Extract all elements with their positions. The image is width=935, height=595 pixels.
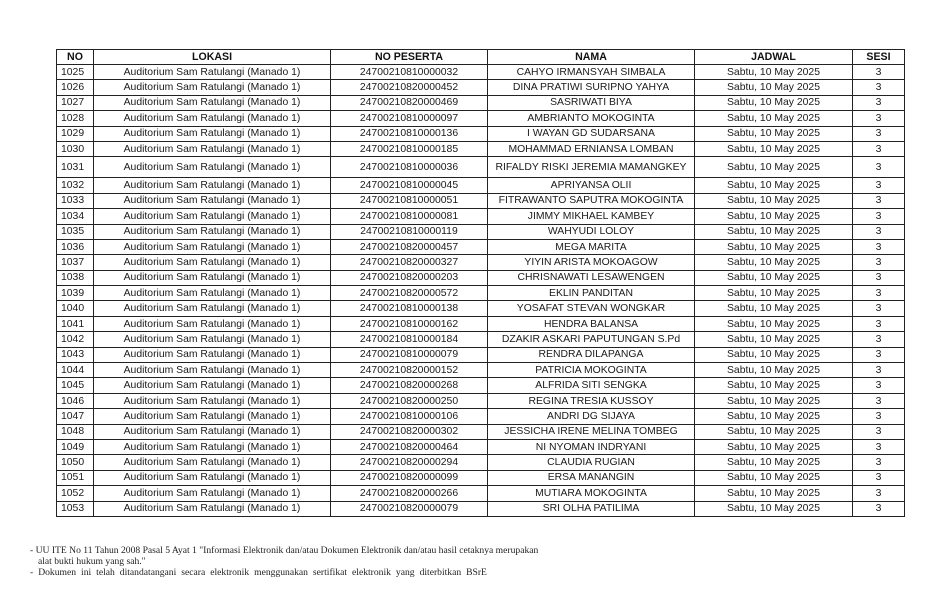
table-row bbox=[57, 316, 905, 331]
table-row bbox=[57, 209, 905, 224]
cell-no-peserta: 24700210810000185 bbox=[331, 141, 488, 156]
cell-sesi: 3 bbox=[853, 424, 905, 439]
cell-no-peserta: 24700210820000266 bbox=[331, 486, 488, 501]
cell-no-peserta: 24700210810000119 bbox=[331, 224, 488, 239]
cell-nama: AMBRIANTO MOKOGINTA bbox=[488, 111, 695, 126]
table-row bbox=[57, 455, 905, 470]
cell-jadwal: Sabtu, 10 May 2025 bbox=[695, 332, 853, 347]
cell-nama: RIFALDY RISKI JEREMIA MAMANGKEY bbox=[488, 157, 695, 178]
cell-jadwal: Sabtu, 10 May 2025 bbox=[695, 409, 853, 424]
cell-jadwal: Sabtu, 10 May 2025 bbox=[695, 126, 853, 141]
table-row bbox=[57, 141, 905, 156]
cell-jadwal: Sabtu, 10 May 2025 bbox=[695, 470, 853, 485]
table-header-row bbox=[57, 50, 905, 65]
cell-lokasi: Auditorium Sam Ratulangi (Manado 1) bbox=[94, 301, 331, 316]
cell-no: 1053 bbox=[57, 501, 94, 516]
cell-no: 1040 bbox=[57, 301, 94, 316]
cell-no-peserta: 24700210810000045 bbox=[331, 178, 488, 193]
cell-jadwal: Sabtu, 10 May 2025 bbox=[695, 347, 853, 362]
cell-no: 1030 bbox=[57, 141, 94, 156]
cell-lokasi: Auditorium Sam Ratulangi (Manado 1) bbox=[94, 141, 331, 156]
table-row bbox=[57, 363, 905, 378]
cell-lokasi: Auditorium Sam Ratulangi (Manado 1) bbox=[94, 178, 331, 193]
cell-sesi: 3 bbox=[853, 255, 905, 270]
table-row bbox=[57, 301, 905, 316]
cell-sesi: 3 bbox=[853, 270, 905, 285]
cell-lokasi: Auditorium Sam Ratulangi (Manado 1) bbox=[94, 409, 331, 424]
cell-sesi: 3 bbox=[853, 178, 905, 193]
cell-nama: PATRICIA MOKOGINTA bbox=[488, 363, 695, 378]
cell-jadwal: Sabtu, 10 May 2025 bbox=[695, 193, 853, 208]
cell-jadwal: Sabtu, 10 May 2025 bbox=[695, 111, 853, 126]
cell-jadwal: Sabtu, 10 May 2025 bbox=[695, 80, 853, 95]
legal-note-uu-ite: - UU ITE No 11 Tahun 2008 Pasal 5 Ayat 1 "Informasi Elektronik dan/atau Dokumen Elektronik dan/atau hasil cetaknya merupakan alat bukti hukum yang sah." bbox=[30, 545, 539, 567]
cell-sesi: 3 bbox=[853, 157, 905, 178]
cell-no-peserta: 24700210820000464 bbox=[331, 439, 488, 454]
cell-lokasi: Auditorium Sam Ratulangi (Manado 1) bbox=[94, 111, 331, 126]
cell-jadwal: Sabtu, 10 May 2025 bbox=[695, 270, 853, 285]
cell-nama: WAHYUDI LOLOY bbox=[488, 224, 695, 239]
table-row bbox=[57, 501, 905, 516]
cell-nama: MOHAMMAD ERNIANSA LOMBAN bbox=[488, 141, 695, 156]
cell-jadwal: Sabtu, 10 May 2025 bbox=[695, 65, 853, 80]
table-row bbox=[57, 286, 905, 301]
cell-no: 1026 bbox=[57, 80, 94, 95]
table-row bbox=[57, 111, 905, 126]
table-row bbox=[57, 126, 905, 141]
cell-nama: I WAYAN GD SUDARSANA bbox=[488, 126, 695, 141]
cell-lokasi: Auditorium Sam Ratulangi (Manado 1) bbox=[94, 286, 331, 301]
header-sesi: SESI bbox=[853, 50, 905, 65]
cell-no-peserta: 24700210820000457 bbox=[331, 239, 488, 254]
cell-nama: SASRIWATI BIYA bbox=[488, 95, 695, 110]
cell-no: 1033 bbox=[57, 193, 94, 208]
cell-nama: DZAKIR ASKARI PAPUTUNGAN S.Pd bbox=[488, 332, 695, 347]
cell-jadwal: Sabtu, 10 May 2025 bbox=[695, 363, 853, 378]
participant-schedule-table bbox=[56, 49, 905, 517]
table-row bbox=[57, 439, 905, 454]
cell-no: 1052 bbox=[57, 486, 94, 501]
cell-jadwal: Sabtu, 10 May 2025 bbox=[695, 224, 853, 239]
cell-no: 1051 bbox=[57, 470, 94, 485]
cell-no: 1050 bbox=[57, 455, 94, 470]
cell-sesi: 3 bbox=[853, 393, 905, 408]
header-jadwal: JADWAL bbox=[695, 50, 853, 65]
header-no: NO bbox=[57, 50, 94, 65]
cell-sesi: 3 bbox=[853, 286, 905, 301]
cell-nama: YIYIN ARISTA MOKOAGOW bbox=[488, 255, 695, 270]
cell-lokasi: Auditorium Sam Ratulangi (Manado 1) bbox=[94, 455, 331, 470]
cell-nama: RENDRA DILAPANGA bbox=[488, 347, 695, 362]
cell-sesi: 3 bbox=[853, 455, 905, 470]
table-row bbox=[57, 270, 905, 285]
cell-nama: JESSICHA IRENE MELINA TOMBEG bbox=[488, 424, 695, 439]
cell-sesi: 3 bbox=[853, 141, 905, 156]
cell-nama: YOSAFAT STEVAN WONGKAR bbox=[488, 301, 695, 316]
cell-no-peserta: 24700210820000302 bbox=[331, 424, 488, 439]
cell-jadwal: Sabtu, 10 May 2025 bbox=[695, 301, 853, 316]
cell-jadwal: Sabtu, 10 May 2025 bbox=[695, 393, 853, 408]
table-row bbox=[57, 178, 905, 193]
cell-nama: SRI OLHA PATILIMA bbox=[488, 501, 695, 516]
cell-lokasi: Auditorium Sam Ratulangi (Manado 1) bbox=[94, 363, 331, 378]
cell-no: 1043 bbox=[57, 347, 94, 362]
cell-lokasi: Auditorium Sam Ratulangi (Manado 1) bbox=[94, 501, 331, 516]
cell-sesi: 3 bbox=[853, 65, 905, 80]
cell-no: 1028 bbox=[57, 111, 94, 126]
cell-sesi: 3 bbox=[853, 439, 905, 454]
cell-lokasi: Auditorium Sam Ratulangi (Manado 1) bbox=[94, 209, 331, 224]
table-row bbox=[57, 80, 905, 95]
cell-no-peserta: 24700210810000036 bbox=[331, 157, 488, 178]
table-row bbox=[57, 95, 905, 110]
cell-nama: APRIYANSA OLII bbox=[488, 178, 695, 193]
cell-no: 1048 bbox=[57, 424, 94, 439]
table-row bbox=[57, 255, 905, 270]
table-row bbox=[57, 347, 905, 362]
cell-sesi: 3 bbox=[853, 363, 905, 378]
cell-jadwal: Sabtu, 10 May 2025 bbox=[695, 95, 853, 110]
cell-lokasi: Auditorium Sam Ratulangi (Manado 1) bbox=[94, 332, 331, 347]
cell-no-peserta: 24700210820000268 bbox=[331, 378, 488, 393]
cell-sesi: 3 bbox=[853, 332, 905, 347]
cell-jadwal: Sabtu, 10 May 2025 bbox=[695, 455, 853, 470]
cell-nama: MUTIARA MOKOGINTA bbox=[488, 486, 695, 501]
cell-sesi: 3 bbox=[853, 409, 905, 424]
header-no-peserta: NO PESERTA bbox=[331, 50, 488, 65]
cell-nama: FITRAWANTO SAPUTRA MOKOGINTA bbox=[488, 193, 695, 208]
header-lokasi: LOKASI bbox=[94, 50, 331, 65]
cell-jadwal: Sabtu, 10 May 2025 bbox=[695, 157, 853, 178]
cell-jadwal: Sabtu, 10 May 2025 bbox=[695, 439, 853, 454]
cell-no: 1034 bbox=[57, 209, 94, 224]
cell-lokasi: Auditorium Sam Ratulangi (Manado 1) bbox=[94, 255, 331, 270]
table-row bbox=[57, 393, 905, 408]
cell-no-peserta: 24700210810000079 bbox=[331, 347, 488, 362]
cell-no-peserta: 24700210810000081 bbox=[331, 209, 488, 224]
cell-no-peserta: 24700210820000099 bbox=[331, 470, 488, 485]
cell-no: 1025 bbox=[57, 65, 94, 80]
cell-sesi: 3 bbox=[853, 95, 905, 110]
cell-no-peserta: 24700210810000184 bbox=[331, 332, 488, 347]
cell-nama: EKLIN PANDITAN bbox=[488, 286, 695, 301]
cell-lokasi: Auditorium Sam Ratulangi (Manado 1) bbox=[94, 270, 331, 285]
cell-lokasi: Auditorium Sam Ratulangi (Manado 1) bbox=[94, 157, 331, 178]
table-row bbox=[57, 378, 905, 393]
cell-jadwal: Sabtu, 10 May 2025 bbox=[695, 178, 853, 193]
cell-nama: CLAUDIA RUGIAN bbox=[488, 455, 695, 470]
cell-no: 1049 bbox=[57, 439, 94, 454]
cell-no: 1031 bbox=[57, 157, 94, 178]
cell-jadwal: Sabtu, 10 May 2025 bbox=[695, 141, 853, 156]
cell-nama: JIMMY MIKHAEL KAMBEY bbox=[488, 209, 695, 224]
cell-sesi: 3 bbox=[853, 193, 905, 208]
cell-jadwal: Sabtu, 10 May 2025 bbox=[695, 255, 853, 270]
header-nama: NAMA bbox=[488, 50, 695, 65]
cell-no: 1027 bbox=[57, 95, 94, 110]
cell-no-peserta: 24700210820000572 bbox=[331, 286, 488, 301]
cell-no: 1038 bbox=[57, 270, 94, 285]
cell-sesi: 3 bbox=[853, 111, 905, 126]
cell-lokasi: Auditorium Sam Ratulangi (Manado 1) bbox=[94, 224, 331, 239]
cell-sesi: 3 bbox=[853, 316, 905, 331]
cell-lokasi: Auditorium Sam Ratulangi (Manado 1) bbox=[94, 424, 331, 439]
table-body bbox=[57, 65, 905, 517]
cell-jadwal: Sabtu, 10 May 2025 bbox=[695, 286, 853, 301]
cell-no: 1029 bbox=[57, 126, 94, 141]
cell-sesi: 3 bbox=[853, 126, 905, 141]
cell-jadwal: Sabtu, 10 May 2025 bbox=[695, 209, 853, 224]
cell-no-peserta: 24700210810000051 bbox=[331, 193, 488, 208]
cell-no-peserta: 24700210810000097 bbox=[331, 111, 488, 126]
cell-sesi: 3 bbox=[853, 239, 905, 254]
cell-lokasi: Auditorium Sam Ratulangi (Manado 1) bbox=[94, 486, 331, 501]
cell-lokasi: Auditorium Sam Ratulangi (Manado 1) bbox=[94, 378, 331, 393]
table-row bbox=[57, 332, 905, 347]
cell-no: 1042 bbox=[57, 332, 94, 347]
cell-no: 1035 bbox=[57, 224, 94, 239]
cell-no: 1039 bbox=[57, 286, 94, 301]
cell-nama: NI NYOMAN INDRYANI bbox=[488, 439, 695, 454]
cell-lokasi: Auditorium Sam Ratulangi (Manado 1) bbox=[94, 393, 331, 408]
cell-nama: REGINA TRESIA KUSSOY bbox=[488, 393, 695, 408]
cell-jadwal: Sabtu, 10 May 2025 bbox=[695, 486, 853, 501]
cell-nama: MEGA MARITA bbox=[488, 239, 695, 254]
cell-jadwal: Sabtu, 10 May 2025 bbox=[695, 316, 853, 331]
cell-lokasi: Auditorium Sam Ratulangi (Manado 1) bbox=[94, 65, 331, 80]
table-row bbox=[57, 224, 905, 239]
cell-no-peserta: 24700210810000138 bbox=[331, 301, 488, 316]
cell-nama: ALFRIDA SITI SENGKA bbox=[488, 378, 695, 393]
cell-lokasi: Auditorium Sam Ratulangi (Manado 1) bbox=[94, 316, 331, 331]
cell-sesi: 3 bbox=[853, 378, 905, 393]
legal-note-bsre-signature: - Dokumen ini telah ditandatangani secara elektronik menggunakan sertifikat elektronik yang diterbitkan BSrE bbox=[30, 567, 487, 578]
cell-no-peserta: 24700210820000469 bbox=[331, 95, 488, 110]
cell-no-peserta: 24700210810000106 bbox=[331, 409, 488, 424]
cell-sesi: 3 bbox=[853, 301, 905, 316]
cell-no-peserta: 24700210810000162 bbox=[331, 316, 488, 331]
cell-no-peserta: 24700210810000032 bbox=[331, 65, 488, 80]
cell-nama: ANDRI DG SIJAYA bbox=[488, 409, 695, 424]
cell-no: 1041 bbox=[57, 316, 94, 331]
cell-no-peserta: 24700210820000250 bbox=[331, 393, 488, 408]
cell-sesi: 3 bbox=[853, 470, 905, 485]
footer-notes bbox=[30, 545, 550, 578]
cell-no-peserta: 24700210820000203 bbox=[331, 270, 488, 285]
cell-no-peserta: 24700210820000152 bbox=[331, 363, 488, 378]
cell-nama: HENDRA BALANSA bbox=[488, 316, 695, 331]
cell-lokasi: Auditorium Sam Ratulangi (Manado 1) bbox=[94, 239, 331, 254]
cell-no-peserta: 24700210810000136 bbox=[331, 126, 488, 141]
cell-lokasi: Auditorium Sam Ratulangi (Manado 1) bbox=[94, 439, 331, 454]
cell-lokasi: Auditorium Sam Ratulangi (Manado 1) bbox=[94, 95, 331, 110]
cell-nama: ERSA MANANGIN bbox=[488, 470, 695, 485]
table-row bbox=[57, 486, 905, 501]
cell-no-peserta: 24700210820000452 bbox=[331, 80, 488, 95]
cell-sesi: 3 bbox=[853, 209, 905, 224]
cell-no: 1032 bbox=[57, 178, 94, 193]
cell-sesi: 3 bbox=[853, 347, 905, 362]
table-row bbox=[57, 239, 905, 254]
cell-sesi: 3 bbox=[853, 224, 905, 239]
cell-no-peserta: 24700210820000079 bbox=[331, 501, 488, 516]
cell-sesi: 3 bbox=[853, 486, 905, 501]
cell-no: 1044 bbox=[57, 363, 94, 378]
table-row bbox=[57, 424, 905, 439]
cell-no: 1045 bbox=[57, 378, 94, 393]
cell-nama: DINA PRATIWI SURIPNO YAHYA bbox=[488, 80, 695, 95]
cell-lokasi: Auditorium Sam Ratulangi (Manado 1) bbox=[94, 470, 331, 485]
table-row bbox=[57, 470, 905, 485]
cell-no: 1036 bbox=[57, 239, 94, 254]
cell-jadwal: Sabtu, 10 May 2025 bbox=[695, 501, 853, 516]
table-row bbox=[57, 157, 905, 178]
cell-no-peserta: 24700210820000327 bbox=[331, 255, 488, 270]
cell-no: 1046 bbox=[57, 393, 94, 408]
cell-no-peserta: 24700210820000294 bbox=[331, 455, 488, 470]
cell-no: 1037 bbox=[57, 255, 94, 270]
table-row bbox=[57, 409, 905, 424]
cell-sesi: 3 bbox=[853, 80, 905, 95]
cell-no: 1047 bbox=[57, 409, 94, 424]
cell-lokasi: Auditorium Sam Ratulangi (Manado 1) bbox=[94, 80, 331, 95]
cell-jadwal: Sabtu, 10 May 2025 bbox=[695, 424, 853, 439]
cell-jadwal: Sabtu, 10 May 2025 bbox=[695, 378, 853, 393]
table-row bbox=[57, 65, 905, 80]
cell-jadwal: Sabtu, 10 May 2025 bbox=[695, 239, 853, 254]
cell-nama: CHRISNAWATI LESAWENGEN bbox=[488, 270, 695, 285]
cell-lokasi: Auditorium Sam Ratulangi (Manado 1) bbox=[94, 126, 331, 141]
cell-lokasi: Auditorium Sam Ratulangi (Manado 1) bbox=[94, 193, 331, 208]
cell-sesi: 3 bbox=[853, 501, 905, 516]
cell-lokasi: Auditorium Sam Ratulangi (Manado 1) bbox=[94, 347, 331, 362]
table-row bbox=[57, 193, 905, 208]
cell-nama: CAHYO IRMANSYAH SIMBALA bbox=[488, 65, 695, 80]
